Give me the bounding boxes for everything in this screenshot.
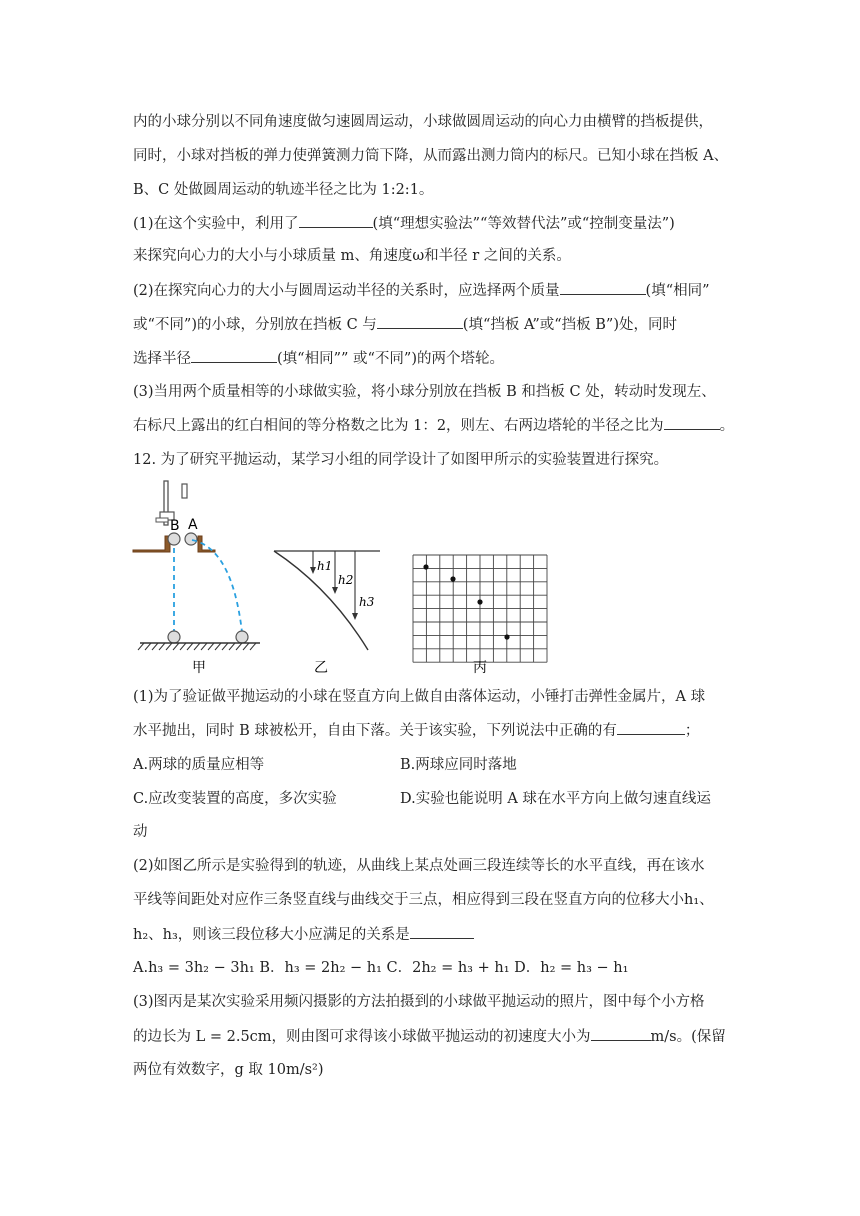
ball-a-label: A — [188, 517, 198, 533]
ground-hatching — [138, 643, 256, 650]
hatch-stroke — [159, 643, 165, 650]
q11-3-text-a: 右标尺上露出的红白相间的等分格数之比为 1：2，则左、右两边塔轮的半径之比为 — [133, 418, 664, 434]
q12-2-blank[interactable] — [410, 924, 474, 939]
label-bing: 丙 — [473, 660, 487, 676]
q12-1-text-b: ； — [684, 723, 700, 739]
hatch-stroke — [222, 643, 228, 650]
q12-stem: 12. 为了研究平抛运动，某学习小组的同学设计了如图甲所示的实验装置进行探究。 — [133, 452, 669, 468]
h1-label: h1 — [317, 559, 333, 573]
intro-line-3: B、C 处做圆周运动的轨迹半径之比为 1:2:1。 — [133, 182, 434, 198]
hatch-stroke — [180, 643, 186, 650]
h3-label: h3 — [359, 595, 375, 609]
q11-2-line-1 — [133, 280, 733, 301]
ball-b-label: B — [170, 518, 180, 534]
q12-2-options: A.h₃ = 3h₂ − 3h₁ B．h₃ = 2h₂ − h₁ C．2h₂ = h₃ + h₁ D．h₂ = h₃ − h₁ — [133, 960, 629, 976]
option-c: C.应改变装置的高度，多次实验 — [133, 791, 337, 807]
q11-1-text-a: (1)在这个实验中，利用了 — [133, 216, 299, 232]
q12-3-text-b: m/s。(保留 — [650, 1029, 726, 1045]
projectile-path — [192, 540, 242, 632]
trajectory-yi — [274, 551, 380, 676]
q11-2-text-a: (2)在探究向心力的大小与圆周运动半径的关系时，应选择两个质量 — [133, 283, 560, 299]
q12-1-text-a: 水平抛出，同时 B 球被松开，自由下落。关于该实验，下列说法中正确的有 — [133, 723, 617, 739]
hatch-stroke — [152, 643, 158, 650]
q12-3-line-3: 两位有效数字，g 取 10m/s²) — [133, 1062, 324, 1078]
experiment-figure — [130, 478, 560, 683]
q12-2-line-2: 平线等间距处对应作三条竖直线与曲线交于三点，相应得到三段在竖直方向的位移大小h₁、 — [133, 892, 714, 908]
q11-2-line-2 — [133, 314, 733, 335]
hatch-stroke — [173, 643, 179, 650]
label-jia: 甲 — [192, 660, 206, 676]
q11-1-line-1 — [133, 213, 733, 234]
q11-2-text-d: (填“挡板 A”或“挡板 B”)处，同时 — [462, 317, 677, 333]
hatch-stroke — [243, 643, 249, 650]
label-yi: 乙 — [314, 660, 328, 676]
h1-arrowhead — [310, 567, 316, 574]
apparatus-flag — [182, 484, 187, 498]
h2-arrowhead — [332, 587, 338, 594]
q11-1-line-2: 来探究向心力的大小与小球质量 m、角速度ω和半径 r 之间的关系。 — [133, 248, 571, 264]
apparatus-jia — [133, 481, 260, 676]
q12-1-blank[interactable] — [617, 720, 685, 735]
q11-2-text-e: 选择半径 — [133, 351, 191, 367]
hatch-stroke — [215, 643, 221, 650]
ball-position-4 — [504, 634, 509, 639]
hatch-stroke — [201, 643, 207, 650]
ball-b — [168, 533, 180, 545]
hatch-stroke — [229, 643, 235, 650]
ball-a — [185, 533, 197, 545]
hatch-stroke — [250, 643, 256, 650]
q12-1-options-row-2 — [133, 789, 733, 809]
q12-3-line-1: (3)图丙是某次实验采用频闪摄影的方法拍摄到的小球做平抛运动的照片，图中每个小方格 — [133, 994, 705, 1010]
q12-2-text-a: h₂、h₃，则该三段位移大小应满足的关系是 — [133, 927, 410, 943]
q11-2-text-c: 或“不同”)的小球，分别放在挡板 C 与 — [133, 317, 377, 333]
hatch-stroke — [145, 643, 151, 650]
q11-2-blank-3[interactable] — [191, 348, 277, 363]
ball-position-2 — [450, 576, 455, 581]
ball-position-1 — [423, 564, 428, 569]
ball-a-landed — [236, 631, 248, 643]
hatch-stroke — [208, 643, 214, 650]
q12-1-line-1: (1)为了验证做平抛运动的小球在竖直方向上做自由落体运动，小锤打击弹性金属片，A 球 — [133, 689, 706, 705]
support-left — [133, 536, 170, 552]
q12-3-line-2 — [133, 1026, 733, 1047]
option-d-continued: 动 — [133, 824, 148, 840]
q11-1-text-b: (填“理想实验法”“等效替代法”或“控制变量法”) — [372, 216, 675, 232]
hatch-stroke — [194, 643, 200, 650]
q11-2-line-3 — [133, 348, 733, 369]
q11-3-text-b: 。 — [719, 418, 735, 434]
q11-3-line-1: (3)当用两个质量相等的小球做实验，将小球分别放在挡板 B 和挡板 C 处，转动时发现左、 — [133, 384, 716, 400]
intro-line-2: 同时，小球对挡板的弹力使弹簧测力筒下降，从而露出测力筒内的标尺。已知小球在挡板 A、 — [133, 148, 729, 164]
h3-arrowhead — [352, 613, 358, 620]
q11-2-blank-1[interactable] — [560, 280, 646, 295]
q12-2-line-1: (2)如图乙所示是实验得到的轨迹，从曲线上某点处画三段连续等长的水平直线，再在该水 — [133, 858, 705, 874]
hatch-stroke — [236, 643, 242, 650]
intro-line-1: 内的小球分别以不同角速度做匀速圆周运动，小球做圆周运动的向心力由横臂的挡板提供， — [133, 114, 713, 130]
q12-3-text-a: 的边长为 L = 2.5cm，则由图可求得该小球做平抛运动的初速度大小为 — [133, 1029, 591, 1045]
hatch-stroke — [166, 643, 172, 650]
h2-label: h2 — [338, 573, 354, 587]
photo-grid-bing — [413, 555, 547, 676]
ball-b-landed — [168, 631, 180, 643]
q12-1-options-row-1 — [133, 755, 733, 775]
option-b: B.两球应同时落地 — [400, 757, 517, 773]
q11-2-blank-2[interactable] — [377, 314, 463, 329]
q11-3-blank[interactable] — [664, 415, 720, 430]
q12-2-line-3 — [133, 924, 733, 945]
q11-2-text-b: (填“相同” — [645, 283, 710, 299]
ball-position-3 — [477, 599, 482, 604]
q12-3-blank[interactable] — [591, 1026, 651, 1041]
option-a: A.两球的质量应相等 — [133, 757, 265, 773]
spring-sheet — [156, 518, 168, 522]
option-d: D.实验也能说明 A 球在水平方向上做匀速直线运 — [400, 791, 711, 807]
q11-1-answer-blank[interactable] — [299, 213, 373, 228]
q11-2-text-f: (填“相同”” 或“不同”)的两个塔轮。 — [277, 351, 504, 367]
grid-lines — [413, 555, 547, 662]
hatch-stroke — [187, 643, 193, 650]
q11-3-line-2 — [133, 415, 733, 436]
hatch-stroke — [138, 643, 144, 650]
q12-1-line-2 — [133, 720, 733, 741]
